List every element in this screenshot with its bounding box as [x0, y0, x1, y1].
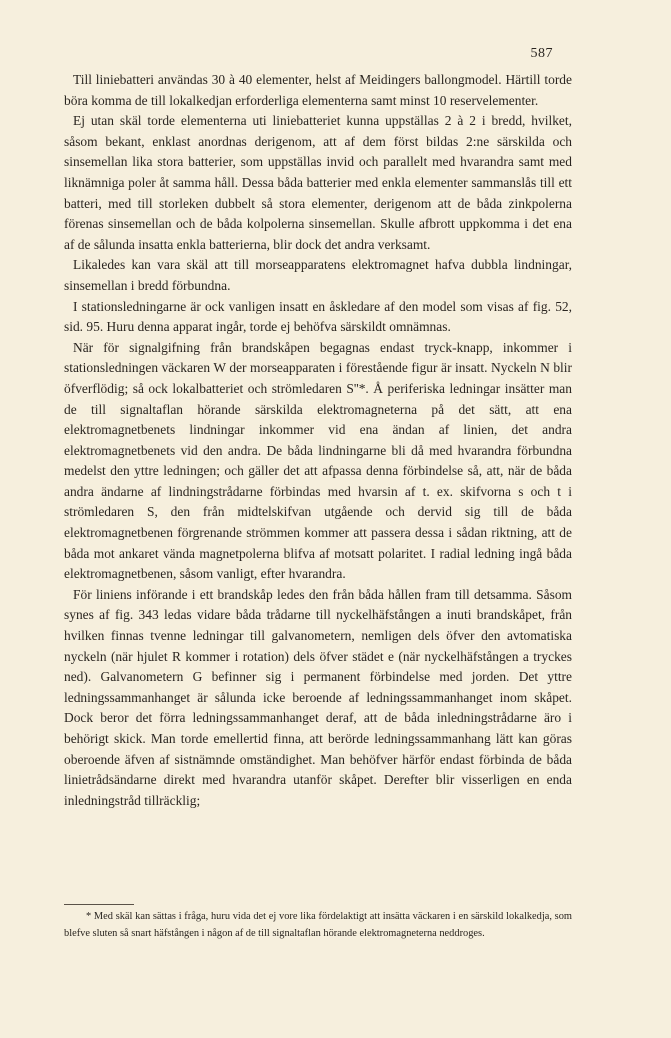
paragraph: Ej utan skäl torde elementerna uti liniebatteriet kunna uppställas 2 à 2 i bredd, hvilket, såsom bekant, enklast anordnas derigenom, att af dem först bildas 2:ne särskilda och sinsemellan lika stora batterier, som uppställas invid och parallelt med hvarandra samt med liknämniga poler åt samma håll. Dessa båda batterier med enkla elementer sammanslås till ett batteri, med till storleken dubbelt så stora elementer, derigenom att de båda zinkpolerna förenas sinsemellan och de båda kolpolerna sinsemellan. Skulle afbrott uppkomma i det ena af de sålunda insatta enkla batterierna, blir dock det andra verksamt. [64, 113, 572, 252]
footnote-divider [64, 904, 134, 905]
paragraph: När för signalgifning från brandskåpen begagnas endast tryck-knapp, inkommer i stationsledningen väckaren W der morseapparaten i förestående figur är insatt. Nyckeln N blir öfverflödig; så ock lokalbatteriet och strömledaren S''*. Å periferiska ledningar insätter man de till signaltaflan hörande särskilda elektromagneterna på det sätt, att ena elektromagnetbenets lindningar inkommer vid ena ändan af linien, det andra elektromagnetbenets vid den andra. De båda lindningarne bli då med hvarandra förbundna medelst den yttre ledningen; och gäller det att afpassa denna förbindelse så, att, när de båda andra ändarne af lindningstrådarne förbindas med hvarsin af t. ex. skifvorna s och t i strömledaren S, den från midtelskifvan utgående och dervid sig till de båda elektromagnetbenen förgrenande strömmen kommer att passera dessa i sådan riktning, att de båda mot ankaret vända magnetpolerna blifva af motsatt polaritet. I radial ledning ingå båda elektromagnetbenen, såsom vanligt, efter hvarandra. [64, 339, 572, 582]
page-number: 587 [530, 46, 553, 61]
paragraph: Likaledes kan vara skäl att till morseapparatens elektromagnet hafva dubbla lindningar, sinsemellan i bredd förbundna. [64, 257, 572, 293]
footnote: * Med skäl kan sättas i fråga, huru vida det ej vore lika fördelaktigt att insätta väckaren i en särskild lokalkedja, som blefve sluten så snart häfstången i någon af de till signaltaflan hörande elektromagneterna neddroges. [64, 911, 572, 940]
paragraph: I stationsledningarne är ock vanligen insatt en åskledare af den model som visas af fig. 52, sid. 95. Huru denna apparat ingår, torde ej behöfva särskildt omnämnas. [64, 298, 572, 335]
body-text [64, 70, 572, 811]
paragraph: Till liniebatteri användas 30 à 40 elementer, helst af Meidingers ballongmodel. Härtill torde böra komma de till lokalkedjan erforderliga elementerna samt minst 10 reservelementer. [64, 72, 572, 108]
paragraph: För liniens införande i ett brandskåp ledes den från båda hållen fram till detsamma. Såsom synes af fig. 343 ledas vidare båda trådarne till nyckelhäfstången a inuti brandskåpet, från hvilken finnas tvenne ledningar till galvanometern, nemligen dels öfver den avtomatiska nyckeln (när hjulet R kommer i rotation) dels öfver städet e (när nyckelhäfstången a tryckes ned). Galvanometern G befinner sig i permanent förbindelse med jorden. Det yttre ledningssammanhanget är sålunda icke beroende af ledningssammanhanget inom skåpet. Dock beror det förra ledningssammanhanget deraf, att de båda inledningstrådarne äro i behörigt skick. Man torde emellertid finna, att berörde ledningssammanhang lätt kan göras oberoende äfven af sistnämnde omständighet. Man behöfver härför endast förbinda de båda linietrådsändarne direkt med hvarandra utanför skåpet. Derefter blir visserligen en enda inledningstråd tillräcklig; [64, 586, 572, 808]
